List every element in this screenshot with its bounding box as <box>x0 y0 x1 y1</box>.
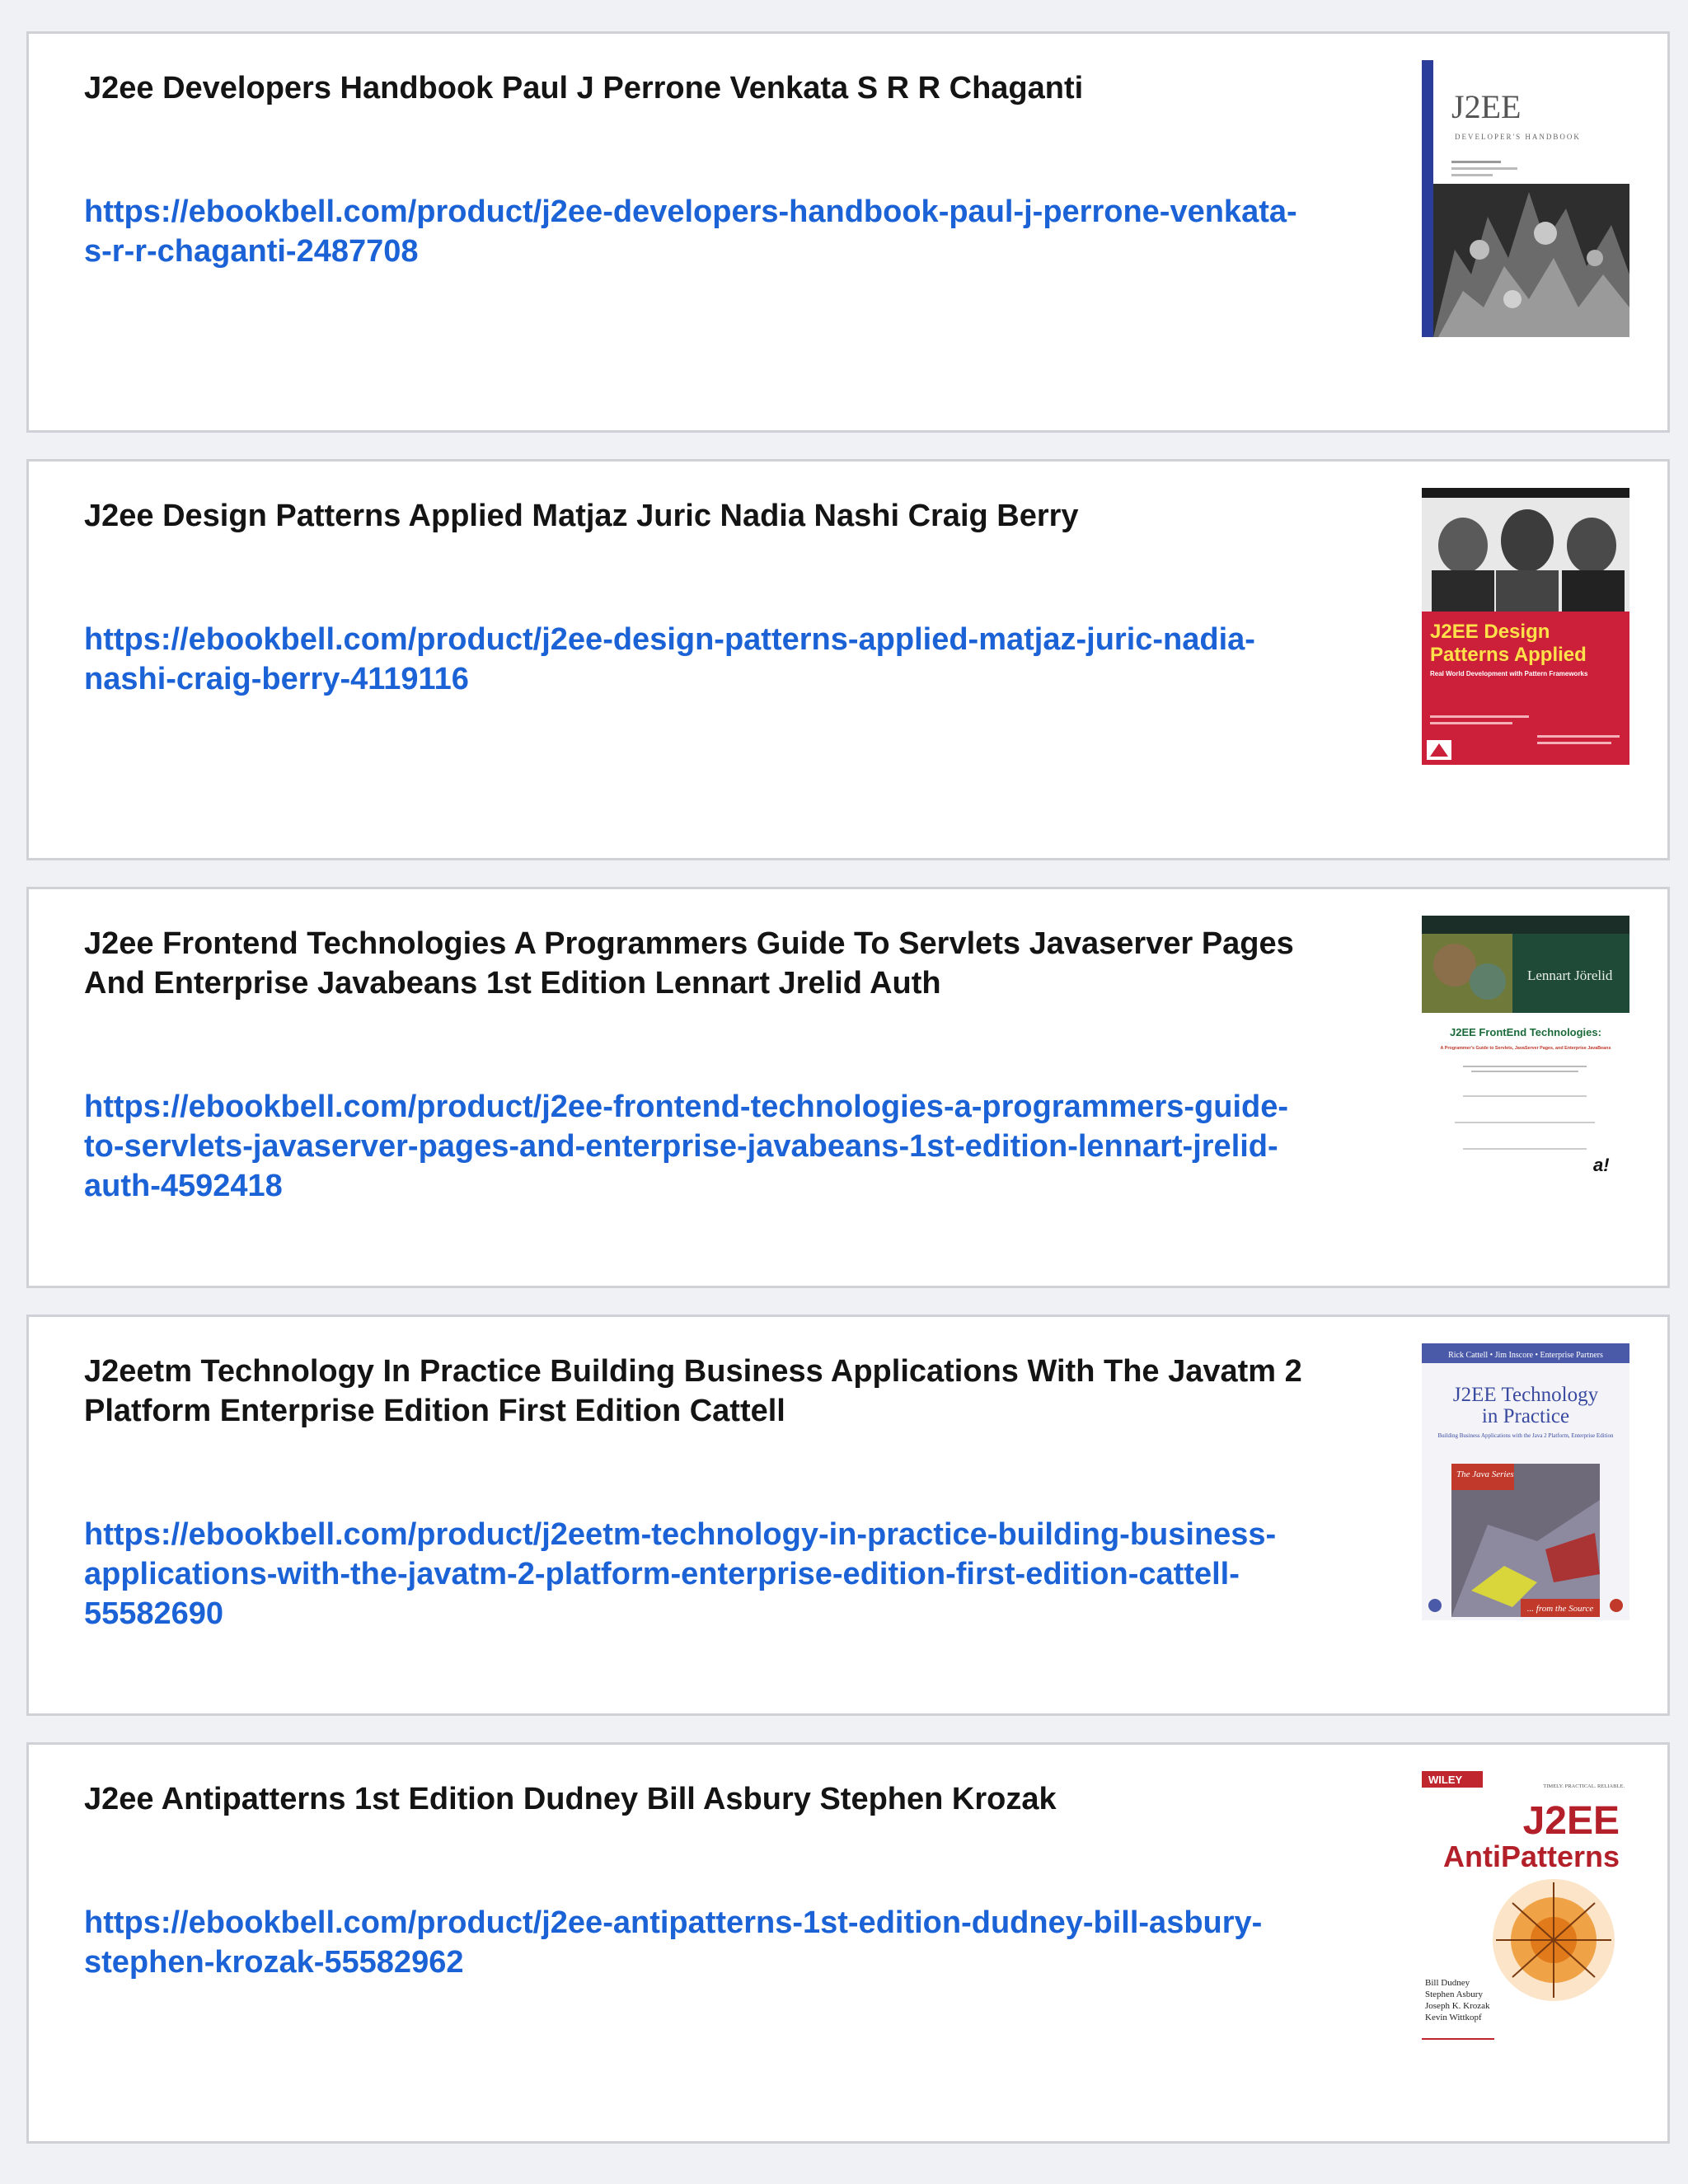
cover-subheading: Real World Development with Pattern Frameworks <box>1430 670 1588 677</box>
cover-subheading: A Programmer's Guide to Servlets, JavaServer Pages, and Enterprise JavaBeans <box>1440 1046 1611 1051</box>
cover-footer: ... from the Source <box>1526 1604 1594 1614</box>
book-card <box>26 1315 1670 1716</box>
book-link[interactable]: https://ebookbell.com/product/j2ee-antipatterns-1st-edition-dudney-bill-asbury-stephen-krozak-55582962 <box>84 1905 1263 1980</box>
book-card-text <box>84 1779 1304 1982</box>
cover-heading-line2: Patterns Applied <box>1430 644 1587 666</box>
cover-tagline: TIMELY. PRACTICAL. RELIABLE. <box>1543 1783 1625 1789</box>
book-link[interactable]: https://ebookbell.com/product/j2ee-developers-handbook-paul-j-perrone-venkata-s-r-r-chaganti-2487708 <box>84 194 1297 269</box>
book-card-text <box>84 924 1304 1206</box>
cover-heading-line1: J2EE Design <box>1430 621 1550 643</box>
book-cover-image[interactable] <box>1422 916 1629 1193</box>
cover-art <box>1422 1771 1629 2048</box>
book-card <box>26 1742 1670 2144</box>
cover-art <box>1422 916 1629 1193</box>
cover-author-4: Kevin Wittkopf <box>1425 2013 1482 2022</box>
book-cover-image[interactable] <box>1422 60 1629 337</box>
cover-author-2: Stephen Asbury <box>1425 1990 1483 1999</box>
cover-heading-line1: J2EE <box>1522 1799 1620 1843</box>
cover-series: The Java Series <box>1456 1469 1514 1479</box>
cover-author-1: Bill Dudney <box>1425 1978 1470 1988</box>
book-card-text <box>84 68 1304 271</box>
cover-art <box>1422 488 1629 765</box>
cover-heading: J2EE FrontEnd Technologies: <box>1450 1026 1601 1038</box>
cover-subheading: Building Business Applications with the Java 2 Platform, Enterprise Edition <box>1437 1432 1614 1439</box>
cover-authors: Rick Cattell • Jim Inscore • Enterprise Partners <box>1448 1351 1603 1360</box>
cover-publisher: WILEY <box>1428 1774 1463 1786</box>
book-list <box>26 31 1670 2170</box>
book-link[interactable]: https://ebookbell.com/product/j2eetm-technology-in-practice-building-business-applications-with-the-javatm-2-platform-enterprise-edition-first-edition-cattell-55582690 <box>84 1517 1277 1631</box>
book-link[interactable]: https://ebookbell.com/product/j2ee-frontend-technologies-a-programmers-guide-to-servlets-javaserver-pages-and-enterprise-javabeans-1st-edition-lennart-jrelid-auth-4592418 <box>84 1090 1288 1203</box>
book-title: J2ee Frontend Technologies A Programmers Guide To Servlets Javaserver Pages And Enterprise Javabeans 1st Edition Lennart Jrelid Auth <box>84 926 1294 1001</box>
book-link[interactable]: https://ebookbell.com/product/j2ee-design-patterns-applied-matjaz-juric-nadia-nashi-craig-berry-4119116 <box>84 622 1255 696</box>
book-card <box>26 459 1670 860</box>
book-cover-image[interactable] <box>1422 1771 1629 2048</box>
cover-author: Lennart Jörelid <box>1527 968 1613 983</box>
book-card <box>26 31 1670 433</box>
cover-subheading: DEVELOPER'S HANDBOOK <box>1455 133 1581 141</box>
book-title: J2ee Design Patterns Applied Matjaz Juric Nadia Nashi Craig Berry <box>84 499 1079 533</box>
cover-heading: J2EE <box>1451 88 1522 125</box>
book-card-text <box>84 496 1304 699</box>
book-title: J2ee Developers Handbook Paul J Perrone Venkata S R R Chaganti <box>84 71 1084 105</box>
cover-heading-line1: J2EE Technology <box>1452 1384 1599 1406</box>
cover-art <box>1422 1343 1629 1620</box>
book-cover-image[interactable] <box>1422 1343 1629 1620</box>
book-card <box>26 887 1670 1288</box>
cover-art <box>1422 60 1629 337</box>
book-cover-image[interactable] <box>1422 488 1629 765</box>
cover-publisher: a! <box>1593 1155 1610 1175</box>
cover-author-3: Joseph K. Krozak <box>1425 2001 1490 2011</box>
cover-heading-line2: AntiPatterns <box>1442 1840 1620 1873</box>
book-card-text <box>84 1352 1304 1633</box>
book-title: J2ee Antipatterns 1st Edition Dudney Bill Asbury Stephen Krozak <box>84 1782 1057 1816</box>
cover-heading-line2: in Practice <box>1481 1405 1570 1427</box>
book-title: J2eetm Technology In Practice Building Business Applications With The Javatm 2 Platform Enterprise Edition First Edition Cattell <box>84 1354 1302 1428</box>
